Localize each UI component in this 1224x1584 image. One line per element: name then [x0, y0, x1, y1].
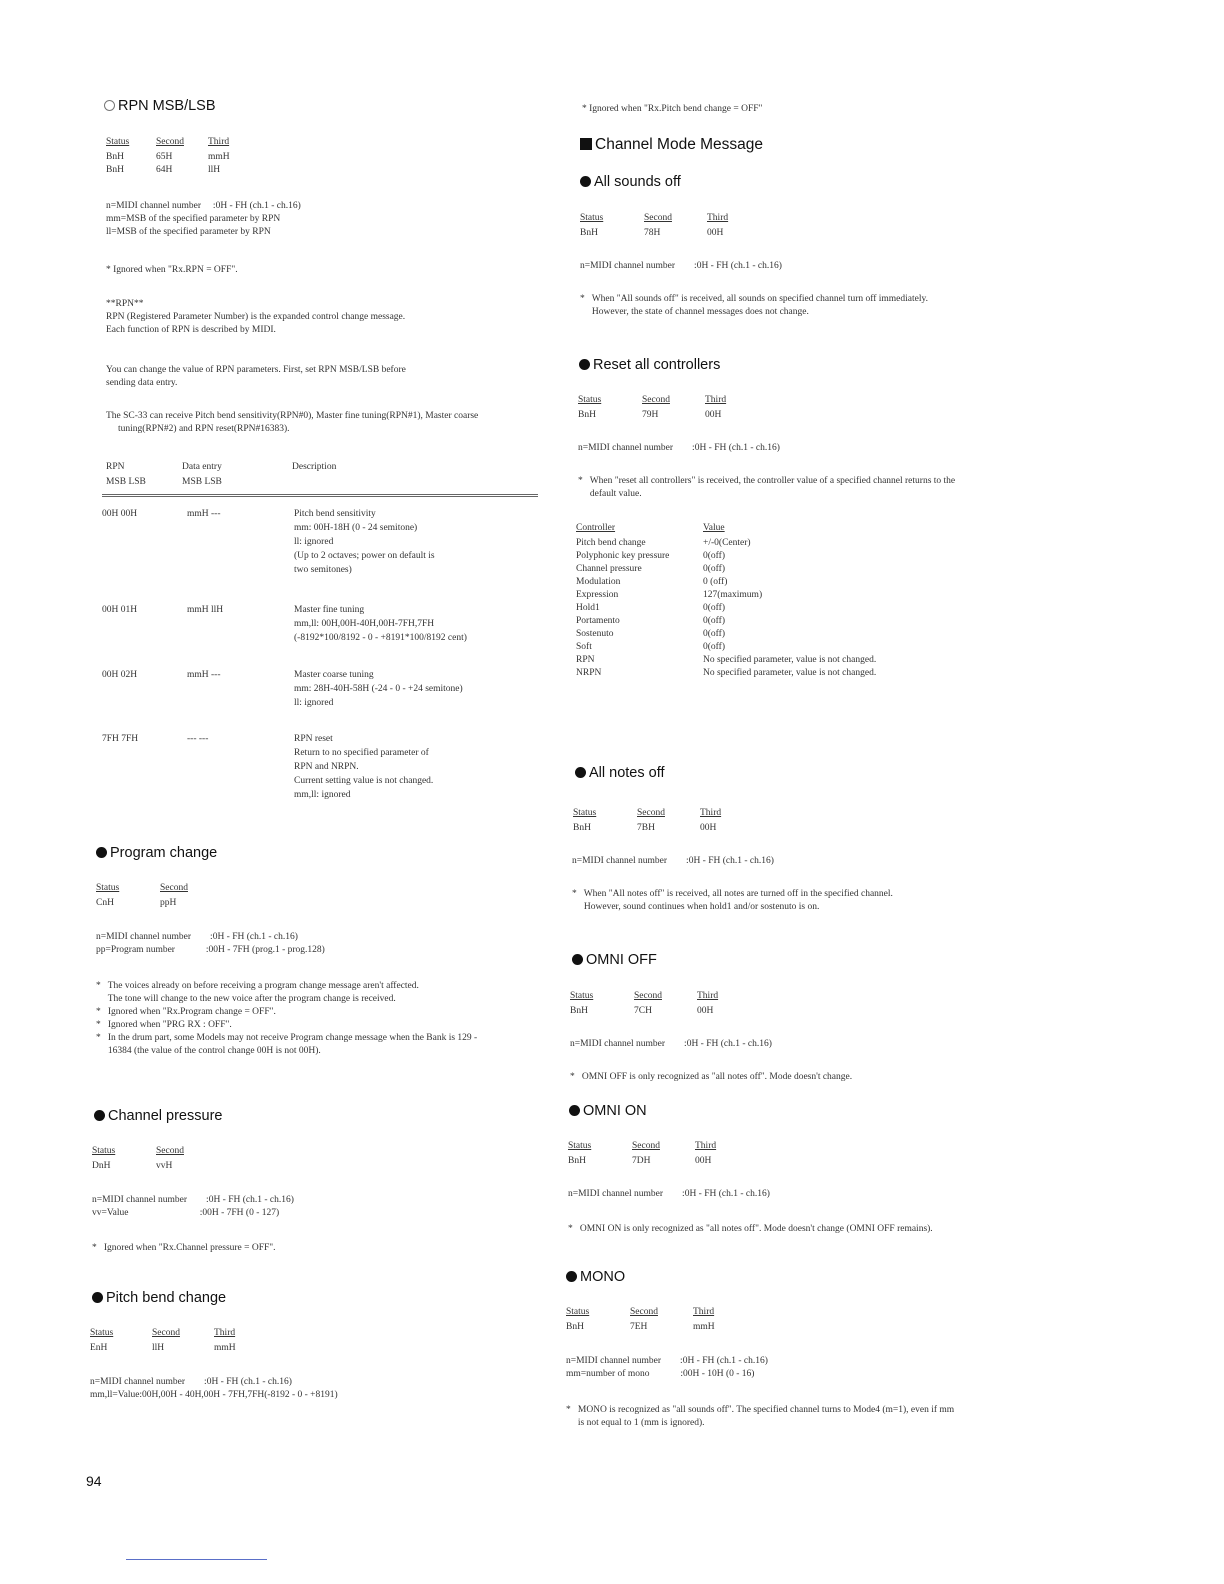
pitch-bend-heading — [92, 1290, 226, 1306]
all-sounds-off-title: All sounds off — [594, 174, 681, 190]
table-row — [566, 1321, 715, 1334]
omni-off-heading — [572, 952, 657, 968]
program-change-title: Program change — [110, 845, 218, 861]
table-row — [90, 1342, 236, 1355]
cell: BnH — [106, 165, 124, 175]
description — [294, 732, 433, 802]
data-entry-value: mmH --- — [187, 509, 221, 519]
desc-line: (Up to 2 octaves; power on default is — [294, 551, 435, 561]
cell: BnH — [578, 410, 596, 420]
header-status: Status — [570, 991, 594, 1001]
mono-table — [566, 1306, 715, 1334]
table-row — [576, 654, 1003, 667]
header-status: Status — [96, 883, 120, 893]
rpn-title: RPN MSB/LSB — [118, 98, 216, 114]
cell: 0(off) — [703, 642, 725, 652]
desc-line: ll: ignored — [294, 698, 334, 708]
table-row — [580, 227, 728, 240]
table-row — [570, 1005, 718, 1018]
reset-all-remarks — [578, 475, 955, 501]
cell: Pitch bend change — [576, 538, 646, 548]
remark-line: 16384 (the value of the control change 00H is not 00H). — [96, 1046, 321, 1056]
cell: 00H — [705, 410, 722, 420]
cell: Soft — [576, 642, 592, 652]
table-row — [576, 628, 1003, 641]
header-third: Third — [208, 137, 230, 147]
note-line: mm,ll=Value:00H,00H - 40H,00H - 7FH,7FH(-8192 - 0 - +8191) — [90, 1390, 338, 1400]
cell: CnH — [96, 898, 114, 908]
header-controller: Controller — [576, 523, 616, 533]
all-sounds-off-notes: n=MIDI channel number :0H - FH (ch.1 - ch.16) — [580, 261, 782, 271]
note-line: n=MIDI channel number :0H - FH (ch.1 - ch.16) — [106, 201, 301, 211]
channel-pressure-notes — [92, 1194, 294, 1220]
hollow-bullet-icon — [104, 100, 115, 111]
cell: mmH — [693, 1322, 715, 1332]
cell: vvH — [156, 1161, 173, 1171]
bullet-icon — [92, 1292, 103, 1303]
description — [294, 507, 435, 577]
note-line: mm=number of mono :00H - 10H (0 - 16) — [566, 1369, 755, 1379]
note-line: mm=MSB of the specified parameter by RPN — [106, 214, 281, 224]
channel-pressure-title: Channel pressure — [108, 1108, 223, 1124]
cell: 00H — [697, 1006, 714, 1016]
remark-line: * Ignored when "Rx.Program change = OFF". — [96, 1007, 276, 1017]
header-rpn: RPN — [106, 462, 125, 472]
cell: EnH — [90, 1343, 108, 1353]
mono-title: MONO — [580, 1269, 626, 1285]
note-line: n=MIDI channel number :0H - FH (ch.1 - ch.16) — [90, 1377, 292, 1387]
rpn-table-rule — [102, 494, 538, 497]
desc-line: Master fine tuning — [294, 605, 365, 615]
header-value: Value — [703, 523, 725, 533]
cell: Expression — [576, 590, 619, 600]
omni-on-title: OMNI ON — [583, 1103, 647, 1119]
channel-mode-title: Channel Mode Message — [595, 136, 764, 153]
rpn-value: 00H 01H — [102, 605, 138, 615]
bullet-icon — [579, 359, 590, 370]
channel-mode-heading — [580, 136, 763, 154]
table-row — [106, 164, 230, 177]
header-second: Second — [156, 137, 184, 147]
header-second: Second — [156, 1146, 184, 1156]
table-row — [573, 822, 721, 835]
all-sounds-off-remarks — [580, 293, 928, 319]
footer-rule — [126, 1559, 267, 1560]
table-row — [576, 615, 1003, 628]
cell: No specified parameter, value is not changed. — [703, 655, 877, 665]
all-notes-off-remarks — [572, 888, 893, 914]
desc-line: Master coarse tuning — [294, 670, 374, 680]
description — [294, 668, 463, 710]
mono-notes — [566, 1355, 768, 1381]
cell: 00H — [700, 823, 717, 833]
cell: +/-0(Center) — [703, 538, 751, 548]
header-second: Second — [634, 991, 662, 1001]
reset-all-title: Reset all controllers — [593, 357, 721, 373]
desc-line: RPN reset — [294, 734, 333, 744]
desc-line: Current setting value is not changed. — [294, 776, 434, 786]
desc-line: mm,ll: 00H,00H-40H,00H-7FH,7FH — [294, 619, 435, 629]
cell: 7DH — [632, 1156, 651, 1166]
remark-line: The tone will change to the new voice after the program change is received. — [96, 994, 396, 1004]
remark-line: * MONO is recognized as "all sounds off". The specified channel turns to Mode4 (m=1), even if mm — [566, 1405, 955, 1415]
rpn-notes — [106, 200, 301, 239]
remark-line: However, sound continues when hold1 and/or sostenuto is on. — [572, 902, 820, 912]
cell: mmH — [208, 152, 230, 162]
all-sounds-off-heading — [580, 174, 681, 190]
desc-line: Pitch bend sensitivity — [294, 509, 376, 519]
header-data-entry: Data entry — [182, 462, 222, 472]
cell: RPN — [576, 655, 595, 665]
omni-on-table — [568, 1140, 716, 1168]
rpn-status-table — [106, 136, 230, 177]
header-status: Status — [92, 1146, 116, 1156]
pitch-bend-table — [90, 1327, 236, 1355]
desc-line: two semitones) — [294, 565, 352, 575]
header-third: Third — [214, 1328, 236, 1338]
channel-pressure-table — [92, 1145, 184, 1173]
description — [294, 603, 467, 645]
cell: BnH — [580, 228, 598, 238]
header-second: Second — [637, 808, 665, 818]
note-line: pp=Program number :00H - 7FH (prog.1 - prog.128) — [96, 945, 325, 955]
cell: 0 (off) — [703, 577, 728, 587]
table-row — [568, 1155, 716, 1168]
cell: NRPN — [576, 668, 602, 678]
note-line: n=MIDI channel number :0H - FH (ch.1 - ch.16) — [566, 1356, 768, 1366]
channel-pressure-heading — [94, 1108, 222, 1124]
header-third: Third — [693, 1307, 715, 1317]
remark-line: * Ignored when "Rx.Channel pressure = OFF". — [92, 1243, 276, 1253]
note-line: n=MIDI channel number :0H - FH (ch.1 - ch.16) — [92, 1195, 294, 1205]
remark-line: * When "reset all controllers" is received, the controller value of a specified channel returns to the — [578, 476, 956, 486]
table-row — [576, 563, 1003, 576]
cell: 65H — [156, 152, 173, 162]
table-row — [576, 550, 1003, 563]
rpn-table-header — [104, 459, 338, 491]
cell: Polyphonic key pressure — [576, 551, 670, 561]
remark-line: is not equal to 1 (mm is ignored). — [566, 1418, 705, 1428]
data-entry-value: mmH llH — [187, 605, 224, 615]
header-second: Second — [152, 1328, 180, 1338]
header-description: Description — [292, 462, 337, 472]
header-third: Third — [695, 1141, 717, 1151]
cell: 64H — [156, 165, 173, 175]
rpn-value: 00H 02H — [102, 670, 138, 680]
header-second: Second — [642, 395, 670, 405]
program-change-table — [96, 882, 188, 910]
omni-on-remarks: * OMNI ON is only recognized as "all notes off". Mode doesn't change (OMNI OFF remains). — [568, 1224, 933, 1234]
cell: BnH — [570, 1006, 588, 1016]
pitch-bend-remark: * Ignored when "Rx.Pitch bend change = OFF" — [582, 104, 763, 114]
table-row — [96, 897, 188, 910]
omni-on-heading — [569, 1103, 647, 1119]
pitch-bend-title: Pitch bend change — [106, 1290, 227, 1306]
controller-table — [576, 522, 1003, 680]
remark-line: * Ignored when "PRG RX : OFF". — [96, 1020, 232, 1030]
reset-all-table — [578, 394, 726, 422]
remark-line: * When "All sounds off" is received, all sounds on specified channel turn off immediately. — [580, 294, 929, 304]
omni-off-table — [570, 990, 718, 1018]
cell: 0(off) — [703, 629, 725, 639]
cell: 127(maximum) — [703, 590, 763, 600]
definition-line: Each function of RPN is described by MIDI. — [106, 325, 276, 335]
cell: llH — [152, 1343, 165, 1353]
bullet-icon — [569, 1105, 580, 1116]
omni-on-notes: n=MIDI channel number :0H - FH (ch.1 - ch.16) — [568, 1189, 770, 1199]
header-data-msb-lsb: MSB LSB — [182, 477, 222, 487]
all-notes-off-table — [573, 807, 721, 835]
desc-line: mm: 00H-18H (0 - 24 semitone) — [294, 523, 418, 533]
cell: BnH — [573, 823, 591, 833]
remark-line: * When "All notes off" is received, all notes are turned off in the specified channel. — [572, 889, 893, 899]
table-row — [576, 576, 1003, 589]
program-change-remarks — [96, 980, 477, 1058]
program-change-notes — [96, 931, 325, 957]
omni-off-notes: n=MIDI channel number :0H - FH (ch.1 - ch.16) — [570, 1039, 772, 1049]
text-line: tuning(RPN#2) and RPN reset(RPN#16383). — [118, 424, 290, 434]
bullet-icon — [566, 1271, 577, 1282]
remark-line: However, the state of channel messages does not change. — [580, 307, 809, 317]
all-notes-off-heading — [575, 765, 665, 781]
bullet-icon — [580, 176, 591, 187]
cell: 0(off) — [703, 616, 725, 626]
data-entry-value: --- --- — [187, 734, 209, 744]
mono-heading — [566, 1269, 625, 1285]
remark-line: * In the drum part, some Models may not receive Program change message when the Bank is 129 - — [96, 1033, 478, 1043]
omni-off-remarks: * OMNI OFF is only recognized as "all notes off". Mode doesn't change. — [570, 1072, 853, 1082]
desc-line: mm: 28H-40H-58H (-24 - 0 - +24 semitone) — [294, 684, 463, 694]
square-bullet-icon — [580, 138, 592, 150]
cell: mmH — [214, 1343, 236, 1353]
table-row — [576, 537, 1003, 550]
rpn-value: 00H 00H — [102, 509, 138, 519]
cell: llH — [208, 165, 221, 175]
page-number: 94 — [86, 1473, 102, 1489]
rpn-sc33-text — [106, 410, 478, 436]
rpn-ignored-note: * Ignored when "Rx.RPN = OFF". — [106, 265, 238, 275]
header-status: Status — [578, 395, 602, 405]
cell: Hold1 — [576, 603, 600, 613]
cell: BnH — [106, 152, 124, 162]
cell: BnH — [568, 1156, 586, 1166]
mono-remarks — [566, 1404, 954, 1430]
cell: 0(off) — [703, 603, 725, 613]
cell: 0(off) — [703, 551, 725, 561]
header-third: Third — [697, 991, 719, 1001]
channel-pressure-remarks — [92, 1242, 276, 1255]
desc-line: RPN and NRPN. — [294, 762, 359, 772]
table-row — [576, 641, 1003, 654]
text-line: You can change the value of RPN parameters. First, set RPN MSB/LSB before — [106, 365, 406, 375]
cell: No specified parameter, value is not changed. — [703, 668, 877, 678]
cell: ppH — [160, 898, 177, 908]
rpn-change-text — [106, 364, 406, 390]
header-second: Second — [160, 883, 188, 893]
header-third: Third — [705, 395, 727, 405]
table-row — [578, 409, 726, 422]
table-row — [576, 667, 1003, 680]
header-second: Second — [632, 1141, 660, 1151]
note-line: n=MIDI channel number :0H - FH (ch.1 - ch.16) — [96, 932, 298, 942]
text-line: The SC-33 can receive Pitch bend sensitivity(RPN#0), Master fine tuning(RPN#1), Master coarse — [106, 411, 479, 421]
table-row — [576, 602, 1003, 615]
bullet-icon — [96, 847, 107, 858]
cell: Portamento — [576, 616, 620, 626]
bullet-icon — [575, 767, 586, 778]
bullet-icon — [94, 1110, 105, 1121]
header-second: Second — [644, 213, 672, 223]
desc-line: Return to no specified parameter of — [294, 748, 429, 758]
text-line: sending data entry. — [106, 378, 178, 388]
cell: 78H — [644, 228, 661, 238]
desc-line: mm,ll: ignored — [294, 790, 351, 800]
all-notes-off-notes: n=MIDI channel number :0H - FH (ch.1 - ch.16) — [572, 856, 774, 866]
header-status: Status — [566, 1307, 590, 1317]
cell: 00H — [707, 228, 724, 238]
cell: 7CH — [634, 1006, 652, 1016]
cell: Modulation — [576, 577, 621, 587]
table-row — [576, 589, 1003, 602]
cell: Channel pressure — [576, 564, 642, 574]
rpn-heading — [104, 98, 216, 114]
cell: 0(off) — [703, 564, 725, 574]
reset-all-notes: n=MIDI channel number :0H - FH (ch.1 - ch.16) — [578, 443, 780, 453]
all-notes-off-title: All notes off — [589, 765, 665, 781]
header-status: Status — [580, 213, 604, 223]
rpn-value: 7FH 7FH — [102, 734, 139, 744]
cell: 7BH — [637, 823, 655, 833]
desc-line: (-8192*100/8192 - 0 - +8191*100/8192 cent) — [294, 633, 467, 643]
bullet-icon — [572, 954, 583, 965]
rpn-definition — [106, 298, 405, 337]
header-status: Status — [106, 137, 130, 147]
cell: DnH — [92, 1161, 111, 1171]
cell: 7EH — [630, 1322, 648, 1332]
program-change-heading — [96, 845, 217, 861]
desc-line: ll: ignored — [294, 537, 334, 547]
all-sounds-off-table — [580, 212, 728, 240]
note-line: vv=Value :00H - 7FH (0 - 127) — [92, 1208, 280, 1218]
cell: BnH — [566, 1322, 584, 1332]
definition-line: RPN (Registered Parameter Number) is the expanded control change message. — [106, 312, 406, 322]
reset-all-heading — [579, 357, 720, 373]
header-third: Third — [700, 808, 722, 818]
remark-line: default value. — [578, 489, 642, 499]
cell: 00H — [695, 1156, 712, 1166]
header-third: Third — [707, 213, 729, 223]
remark-line: * The voices already on before receiving a program change message aren't affected. — [96, 981, 419, 991]
note-line: ll=MSB of the specified parameter by RPN — [106, 227, 271, 237]
header-rpn-msb-lsb: MSB LSB — [106, 477, 146, 487]
table-row — [92, 1160, 184, 1173]
data-entry-value: mmH --- — [187, 670, 221, 680]
header-second: Second — [630, 1307, 658, 1317]
cell: Sostenuto — [576, 629, 614, 639]
header-status: Status — [90, 1328, 114, 1338]
definition-title: **RPN** — [106, 299, 144, 309]
header-status: Status — [573, 808, 597, 818]
pitch-bend-notes — [90, 1376, 338, 1402]
cell: 79H — [642, 410, 659, 420]
table-row — [106, 151, 230, 164]
header-status: Status — [568, 1141, 592, 1151]
omni-off-title: OMNI OFF — [586, 952, 657, 968]
